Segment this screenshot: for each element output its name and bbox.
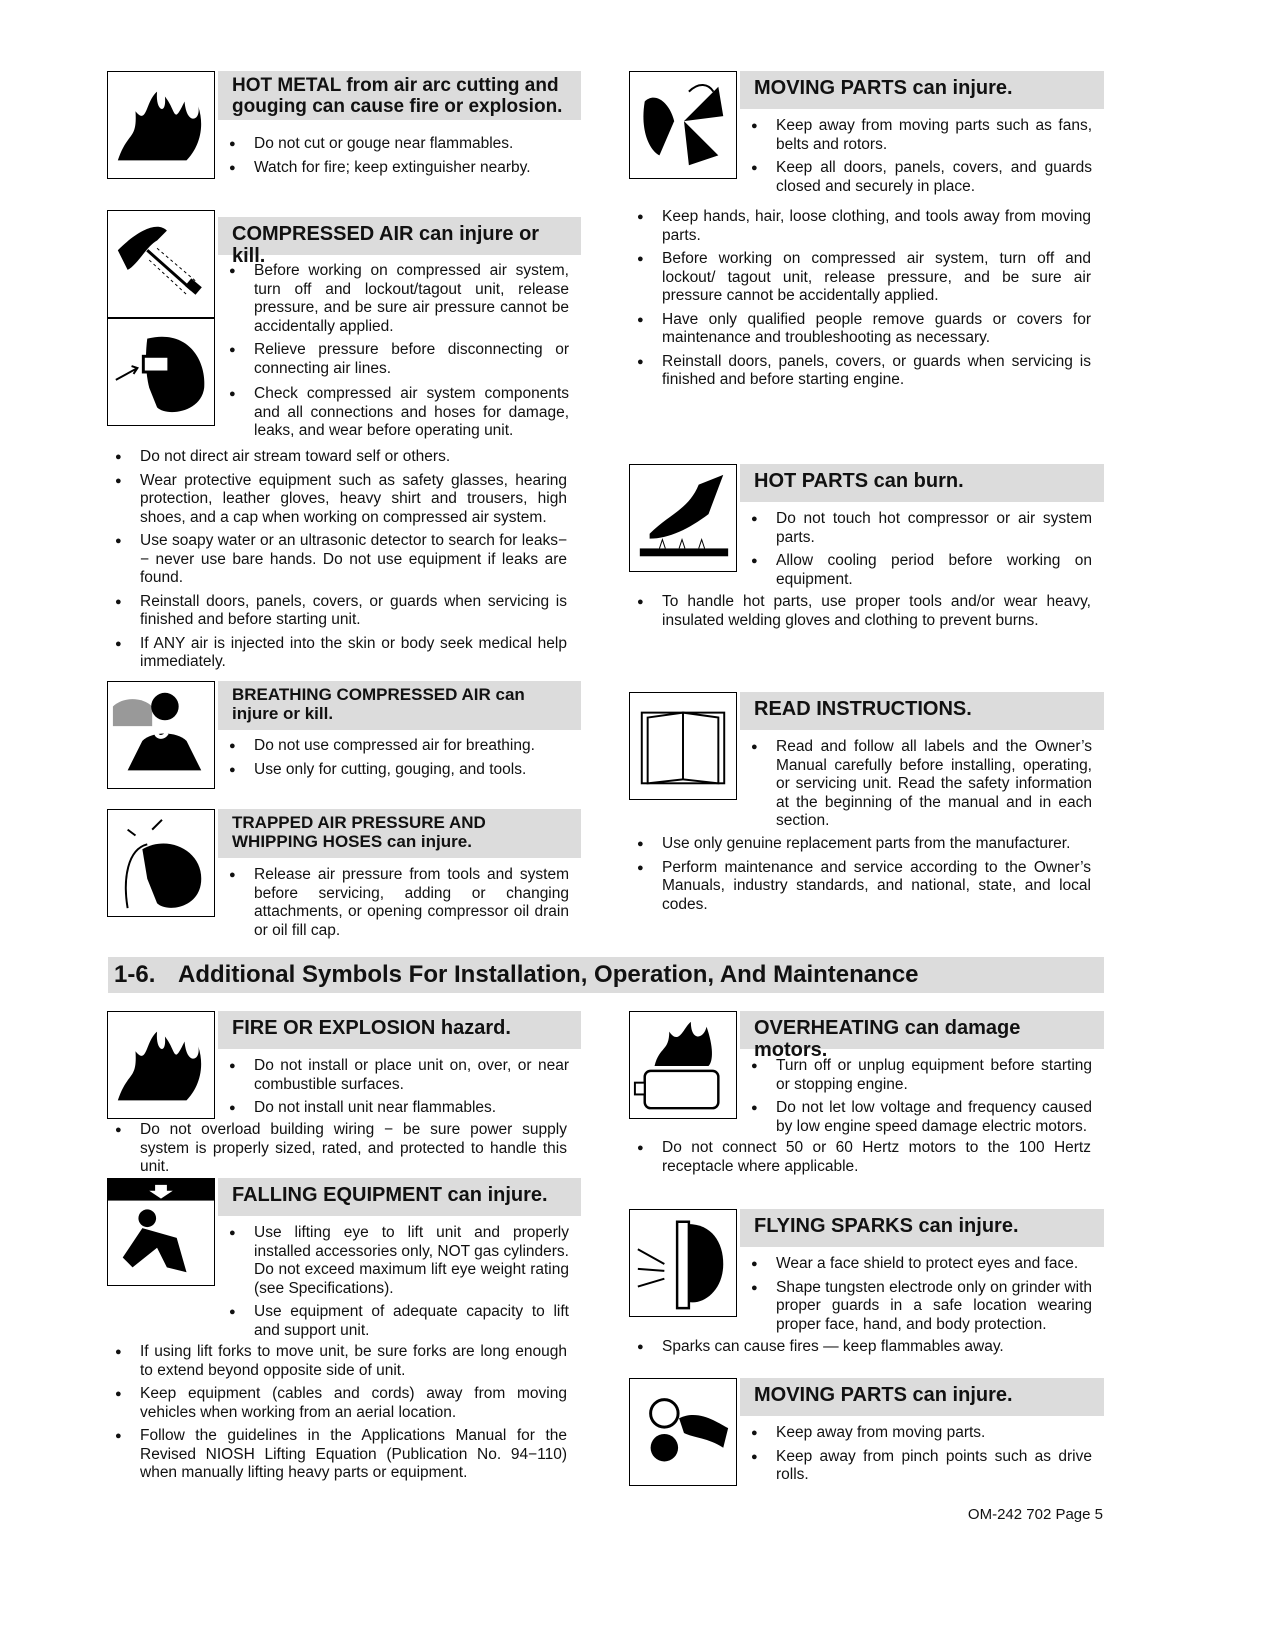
bullet-item: ● Turn off or unplug equipment before starting or stopping engine. <box>751 1057 1092 1094</box>
whipping-hose-icon <box>107 809 215 917</box>
compressed-air-bullets <box>229 262 569 446</box>
fan-hand-icon <box>629 71 737 179</box>
moving-parts-2-bullets <box>751 1424 1092 1490</box>
hot-parts-title: HOT PARTS can burn. <box>740 464 1104 502</box>
bullet-item: ● Do not install or place unit on, over, or near combustible surfaces. <box>229 1057 569 1094</box>
bullet-item: ● Do not direct air stream toward self or others. <box>115 448 567 467</box>
moving-parts-title: MOVING PARTS can injure. <box>740 71 1104 109</box>
face-shield-icon <box>629 1209 737 1317</box>
read-instructions-bullets <box>751 738 1092 836</box>
bullet-item: ● Reinstall doors, panels, covers, or guards when servicing is finished and before starting unit. <box>115 593 567 630</box>
hot-parts-bullets <box>751 510 1092 594</box>
breathing-title: BREATHING COMPRESSED AIR can injure or kill. <box>218 681 581 730</box>
bullet-item: ● Do not use compressed air for breathing. <box>229 737 569 756</box>
section-title: Additional Symbols For Installation, Operation, And Maintenance <box>178 961 919 988</box>
bullet-item: ● Keep all doors, panels, covers, and guards closed and securely in place. <box>751 159 1092 196</box>
trapped-air-title: TRAPPED AIR PRESSURE AND WHIPPING HOSES can injure. <box>218 809 581 858</box>
bullet-item: ● Use only genuine replacement parts from the manufacturer. <box>637 835 1091 854</box>
bullet-item: ● If using lift forks to move unit, be sure forks are long enough to extend beyond opposite side of unit. <box>115 1343 567 1380</box>
air-spray-icon <box>107 210 215 318</box>
bullet-item: ● Reinstall doors, panels, covers, or guards when servicing is finished and before starting engine. <box>637 353 1091 390</box>
bullet-item: ● Before working on compressed air system, turn off and lockout/tagout unit, release pressure, and be sure air pressure cannot be accidentally applied. <box>229 262 569 336</box>
bullet-item: ● Keep hands, hair, loose clothing, and tools away from moving parts. <box>637 208 1091 245</box>
bullet-item: ● Do not overload building wiring − be sure power supply system is properly sized, rated, and protected to handle this unit. <box>115 1121 567 1177</box>
falling-bullets <box>229 1224 569 1345</box>
overheating-outer-bullets <box>637 1139 1091 1181</box>
bullet-item: ● Allow cooling period before working on equipment. <box>751 552 1092 589</box>
bullet-item: ● Follow the guidelines in the Applications Manual for the Revised NIOSH Lifting Equation (Publication No. 94−110) when manually lifting heavy parts or equipment. <box>115 1427 567 1483</box>
flying-sparks-title: FLYING SPARKS can injure. <box>740 1209 1104 1247</box>
fire-bullets <box>229 1057 569 1123</box>
moving-parts-bullets <box>751 117 1092 201</box>
bullet-item: ● Use equipment of adequate capacity to lift and support unit. <box>229 1303 569 1340</box>
bullet-item: ● Keep away from pinch points such as drive rolls. <box>751 1448 1092 1485</box>
hot-hand-icon <box>629 464 737 572</box>
read-instructions-title: READ INSTRUCTIONS. <box>740 692 1104 730</box>
bullet-item: ● Keep away from moving parts. <box>751 1424 1092 1443</box>
face-goggles-icon <box>107 318 215 426</box>
bullet-item: ● Wear a face shield to protect eyes and face. <box>751 1255 1092 1274</box>
bullet-item: ● Relieve pressure before disconnecting or connecting air lines. <box>229 341 569 378</box>
bullet-item: ● Do not let low voltage and frequency caused by low engine speed damage electric motors. <box>751 1099 1092 1136</box>
falling-title: FALLING EQUIPMENT can injure. <box>218 1178 581 1216</box>
flying-sparks-bullets <box>751 1255 1092 1339</box>
bullet-item: ● Wear protective equipment such as safety glasses, hearing protection, leather gloves, heavy shirt and trousers, high shoes, and a cap when working on compressed air system. <box>115 472 567 528</box>
bullet-item: ● To handle hot parts, use proper tools and/or wear heavy, insulated welding gloves and clothing to prevent burns. <box>637 593 1091 630</box>
bullet-item: ● Read and follow all labels and the Owner’s Manual carefully before installing, operating, or servicing unit. Read the safety information at the beginning of the manual and in each section. <box>751 738 1092 831</box>
section-heading <box>108 957 1104 993</box>
fire-title: FIRE OR EXPLOSION hazard. <box>218 1011 581 1049</box>
bullet-item: ● Sparks can cause fires — keep flammables away. <box>637 1338 1091 1357</box>
hot-parts-outer-bullets <box>637 593 1091 635</box>
breathing-bullets <box>229 737 569 784</box>
bullet-item: ● Do not install unit near flammables. <box>229 1099 569 1118</box>
bullet-item: ● Keep away from moving parts such as fans, belts and rotors. <box>751 117 1092 154</box>
breathing-person-icon <box>107 681 215 789</box>
bullet-item: ● Keep equipment (cables and cords) away from moving vehicles when working from an aerial location. <box>115 1385 567 1422</box>
hot-metal-bullets <box>229 135 569 182</box>
read-instructions-outer-bullets <box>637 835 1091 919</box>
bullet-item: ● Use lifting eye to lift unit and properly installed accessories only, NOT gas cylinders. Do not exceed maximum lift eye weight rating (see Specifications). <box>229 1224 569 1298</box>
bullet-item: ● Perform maintenance and service according to the Owner’s Manuals, industry standards, and national, state, and local codes. <box>637 859 1091 915</box>
bullet-item: ● Do not touch hot compressor or air system parts. <box>751 510 1092 547</box>
bullet-item: ● Do not connect 50 or 60 Hertz motors to the 100 Hertz receptacle where applicable. <box>637 1139 1091 1176</box>
bullet-item: ● Have only qualified people remove guards or covers for maintenance and troubleshooting as necessary. <box>637 311 1091 348</box>
flame-icon <box>107 71 215 179</box>
bullet-item: ● If ANY air is injected into the skin or body seek medical help immediately. <box>115 635 567 672</box>
bullet-item: ● Before working on compressed air system, turn off and lockout/ tagout unit, release pressure, and be sure air pressure cannot be accidentally applied. <box>637 250 1091 306</box>
bullet-item: ● Release air pressure from tools and system before servicing, adding or changing attachments, or opening compressor oil drain or oil fill cap. <box>229 866 569 940</box>
hot-motor-icon <box>629 1011 737 1119</box>
bullet-item: ● Use soapy water or an ultrasonic detector to search for leaks−− never use bare hands. Do not use equipment if leaks are found. <box>115 532 567 588</box>
falling-equipment-icon <box>107 1178 215 1286</box>
bullet-item: ● Shape tungsten electrode only on grinder with proper guards in a safe location wearing proper face, hand, and body protection. <box>751 1279 1092 1335</box>
bullet-item: ● Use only for cutting, gouging, and tools. <box>229 761 569 780</box>
falling-outer-bullets <box>115 1343 567 1488</box>
drive-roll-hand-icon <box>629 1378 737 1486</box>
bullet-item: ● Do not cut or gouge near flammables. <box>229 135 569 154</box>
bullet-item: ● Check compressed air system components and all connections and hoses for damage, leaks, and wear before operating unit. <box>229 385 569 441</box>
overheating-bullets <box>751 1057 1092 1141</box>
bullet-item: ● Watch for fire; keep extinguisher nearby. <box>229 159 569 178</box>
moving-parts-2-title: MOVING PARTS can injure. <box>740 1378 1104 1416</box>
section-number: 1-6. <box>114 961 156 988</box>
page-footer: OM-242 702 Page 5 <box>967 1506 1103 1523</box>
fire-icon <box>107 1011 215 1119</box>
hot-metal-title: HOT METAL from air arc cutting and gouging can cause fire or explosion. <box>218 71 581 120</box>
overheating-title: OVERHEATING can damage motors. <box>740 1011 1104 1049</box>
moving-parts-outer-bullets <box>637 208 1091 395</box>
open-book-icon <box>629 692 737 800</box>
compressed-air-outer-bullets <box>115 448 567 677</box>
fire-outer-bullets <box>115 1121 567 1182</box>
trapped-air-bullets <box>229 866 569 945</box>
flying-sparks-outer-bullets <box>637 1338 1091 1362</box>
compressed-air-title: COMPRESSED AIR can injure or kill. <box>218 217 581 255</box>
